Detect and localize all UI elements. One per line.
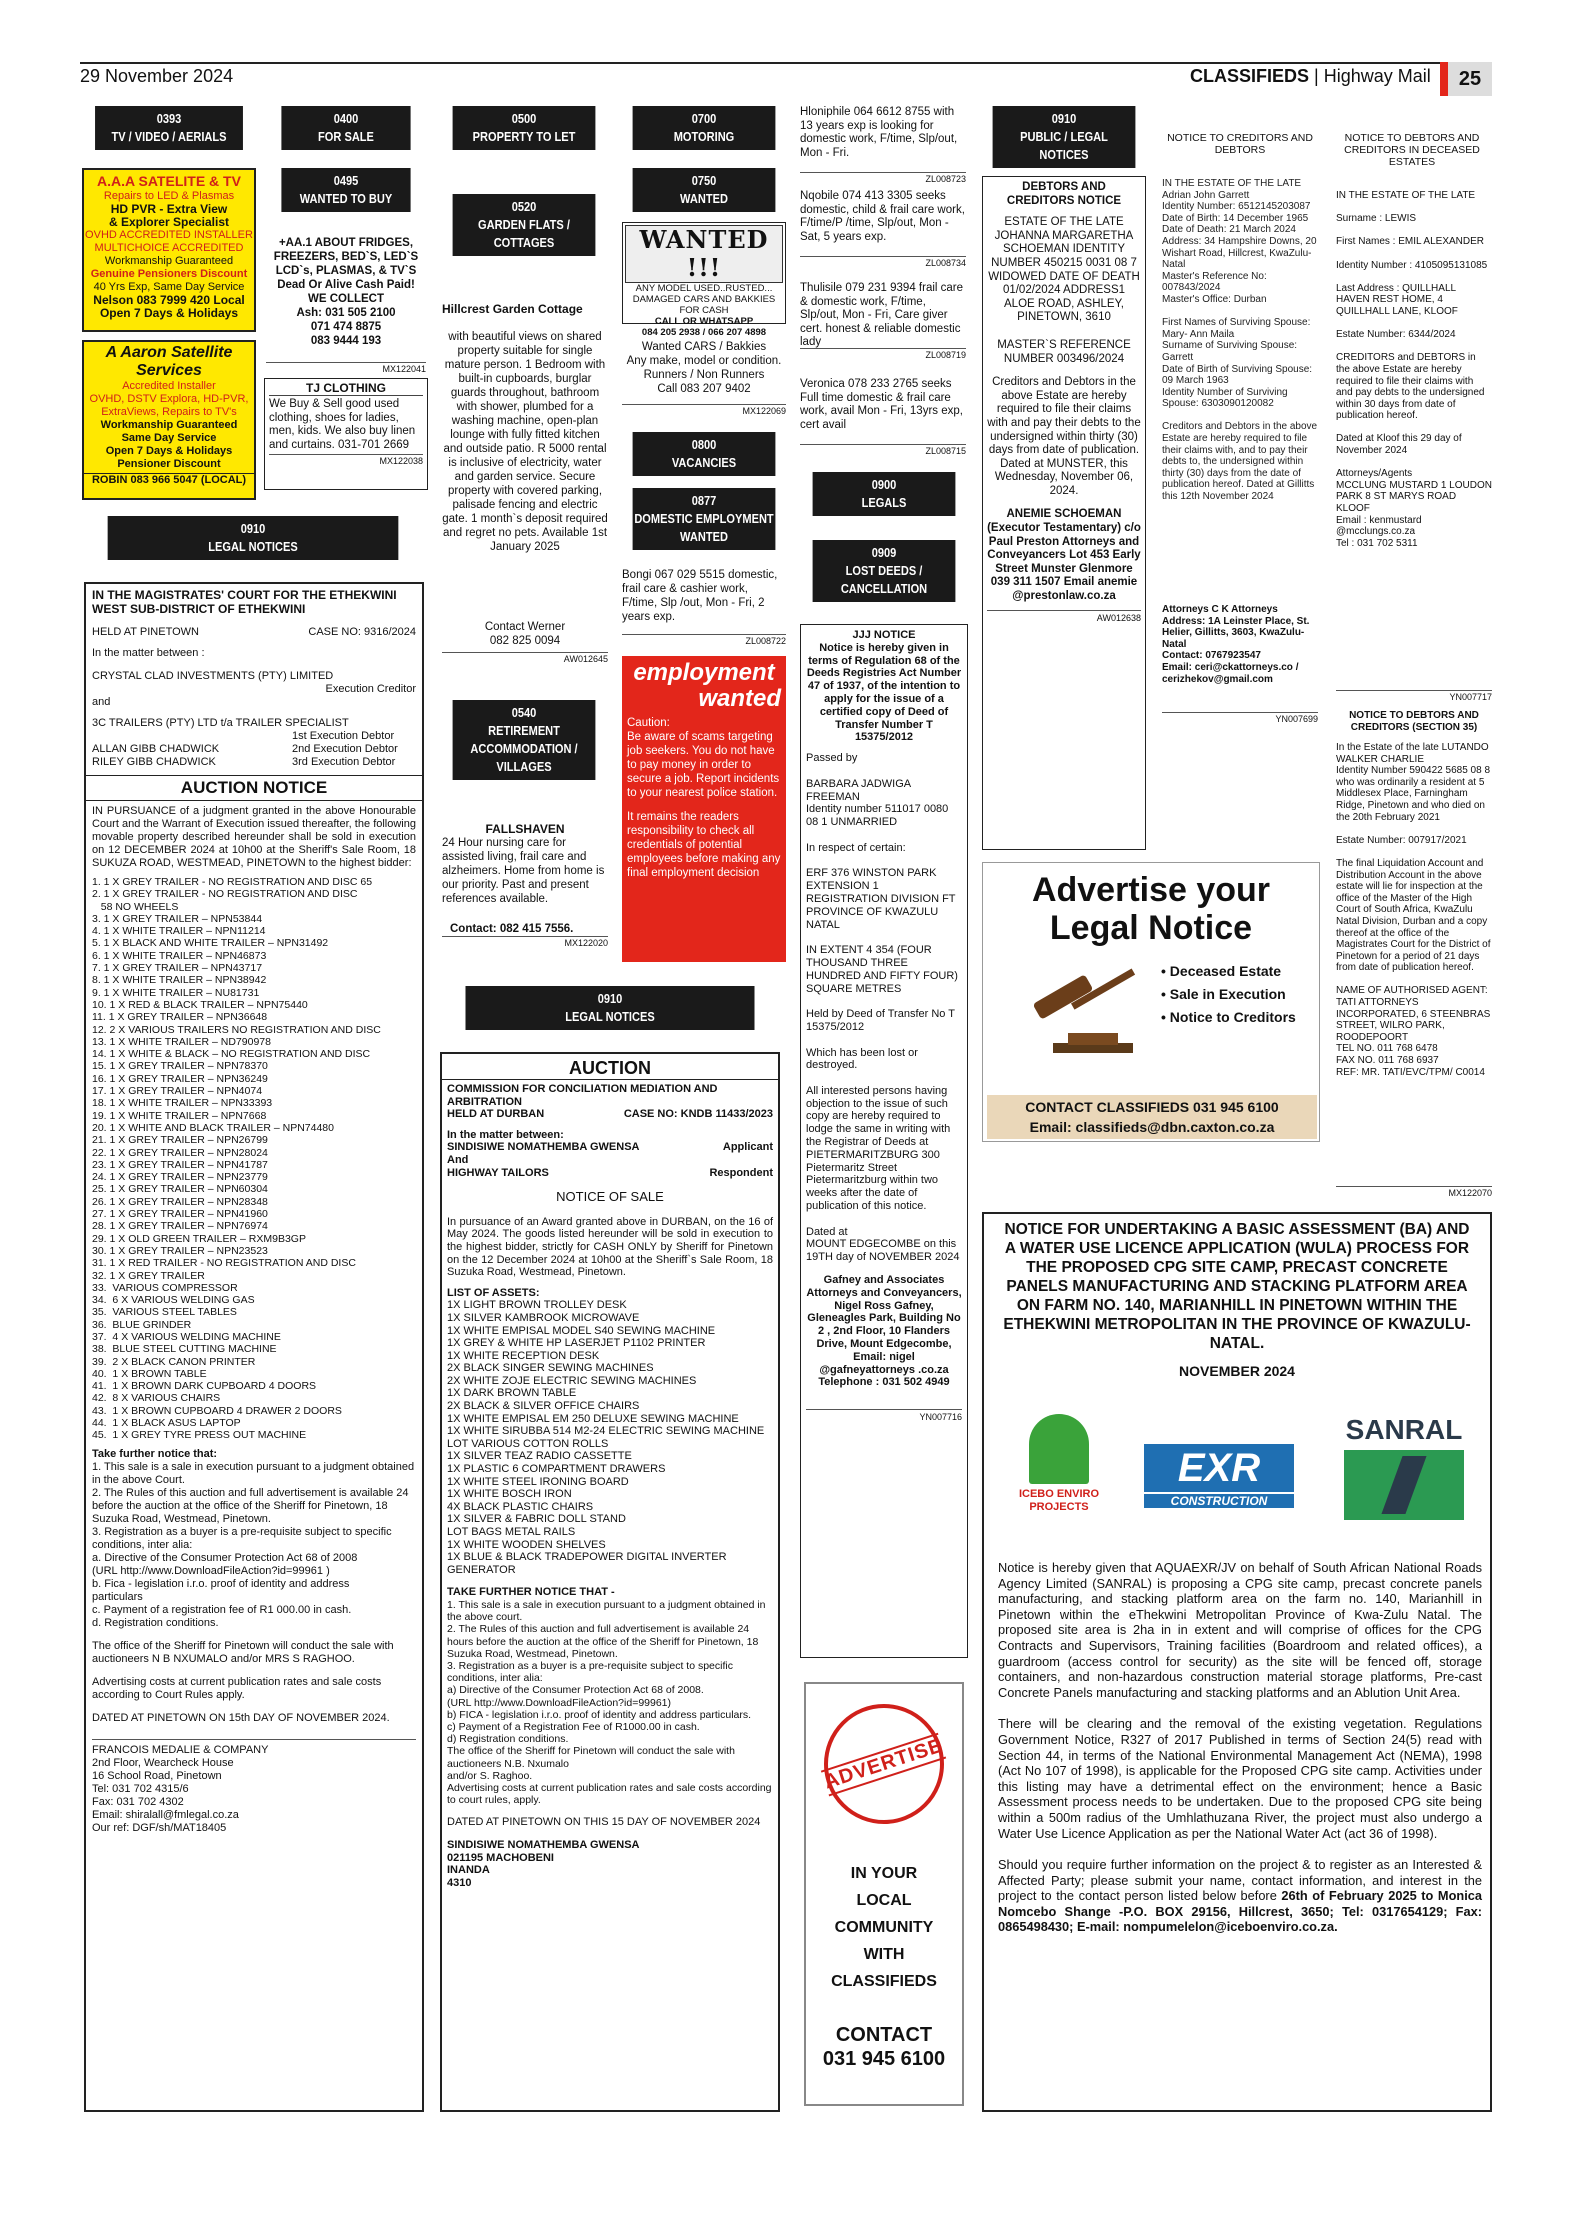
trailer-list-item: 34. 6 X VARIOUS WELDING GAS <box>92 1294 255 1307</box>
header-rule <box>80 62 1492 64</box>
asset-list <box>447 1299 773 1576</box>
section-header-0393: 0393 TV / VIDEO / AERIALS <box>95 106 243 150</box>
trailer-list-item: 5. 1 X BLACK AND WHITE TRAILER – NPN31492 <box>92 937 329 950</box>
trailer-list-item: 19. 1 X WHITE TRAILER – NPN7668 <box>92 1109 267 1122</box>
fallshaven-contact: Contact: 082 415 7556. <box>450 923 574 935</box>
trailer-list-item: 7. 1 X GREY TRAILER – NPN43717 <box>92 962 263 975</box>
tj-clothing-ad: TJ CLOTHING We Buy & Sell good used clothing, shoes for ladies, men, kids. We also buy linen and curtains. 031-701 2669 MX122038 <box>264 378 428 490</box>
advertise-with-classifieds-ad: ADVERTISE IN YOUR LOCAL COMMUNITY WITH CLASSIFIEDS CONTACT 031 945 6100 <box>804 1682 964 2106</box>
section-header-legal-notices-2: 0910 LEGAL NOTICES <box>466 986 755 1030</box>
ref-yn007717: YN007717 <box>1336 690 1492 702</box>
wanted-cars-text: Wanted CARS / Bakkies Any make, model or condition. Runners / Non Runners Call 083 207 9402 <box>626 341 782 395</box>
asset-list-item: 1X DARK BROWN TABLE <box>447 1387 577 1400</box>
issue-date: 29 November 2024 <box>80 66 234 86</box>
asset-list-item: 1X SILVER TEAZ RADIO CASSETTE <box>447 1450 632 1463</box>
jjj-lost-deed-notice: JJJ NOTICE Notice is hereby given in terms of Regulation 68 of the Deeds Registries Act Number 47 of 1937, of the intention to apply for the issue of a certified copy of Deed of Transfer Number T 15375/2012 Passed by BARBARA JADWIGA FREEMAN Identity number 511017 0080 08 1 UNMARRIED In respect of certain: ERF 376 WINSTON PARK EXTENSION 1 REGISTRATION DIVISION FT PROVINCE OF KWAZULU NATAL IN EXTENT 4 354 (FOUR THOUSAND THREE HUNDRED AND FIFTY FOUR) SQUARE METRES Held by Deed of Transfer No T 15375/2012 Which has been lost or destroyed. All interested persons having objection to the issue of such copy are hereby required to lodge the same in writing with the Registrar of Deeds at PIETERMARITZBURG 300 Pietermaritz Street Pietermaritzburg within two weeks after the date of publication of this notice. Dated at MOUNT EDGECOMBE on this 19TH day of NOVEMBER 2024 Gafney and Associates Attorneys and Conveyancers, Nigel Ross Gafney, Gleneagles Park, Building No 2 , 2nd Floor, 10 Flanders Drive, Mount Edgecombe, Email: nigel @gafneyattorneys .co.za Telephone : 031 502 4949 YN007716 <box>800 624 968 1658</box>
section-header-0540: 0540 RETIREMENT ACCOMMODATION / VILLAGES <box>453 700 596 780</box>
trailer-list-item: 39. 2 X BLACK CANON PRINTER <box>92 1355 256 1368</box>
trailer-list-item: 58 NO WHEELS <box>92 900 179 913</box>
trailer-list-item: 25. 1 X GREY TRAILER – NPN60304 <box>92 1183 268 1196</box>
debtors-creditors-notice: DEBTORS AND CREDITORS NOTICE ESTATE OF THE LATE JOHANNA MARGARETHA SCHOEMAN IDENTITY NUMBER 450215 0031 08 7 WIDOWED DATE OF DEATH 01/02/2024 ADDRESS1 ALOE ROAD, ASHLEY, PINETOWN, 3610 MASTER`S REFERENCE NUMBER 003496/2024 Creditors and Debtors in the above Estate are hereby required to file their claims with and pay their debts to the undersigned within thirty (30) days from date of publication. Dated at MUNSTER, this Wednesday, November 06, 2024. ANEMIE SCHOEMAN (Executor Testamentary) c/o Paul Preston Attorneys and Conveyancers Lot 453 Early Street Munster Glenmore 039 311 1507 Email anemie @prestonlaw.co.za AW012638 <box>982 176 1146 850</box>
ref-mx122070: MX122070 <box>1336 1186 1492 1198</box>
section-header-legal-notices: 0910 LEGAL NOTICES <box>108 516 399 560</box>
asset-list-item: 1X WHITE EMPISAL MODEL S40 SEWING MACHINE <box>447 1324 716 1337</box>
auction-notice-title: AUCTION NOTICE <box>86 775 422 801</box>
trailer-list-item: 17. 1 X GREY TRAILER – NPN4074 <box>92 1085 263 1098</box>
basic-assessment-notice: NOTICE FOR UNDERTAKING A BASIC ASSESSMENT (BA) AND A WATER USE LICENCE APPLICATION (WULA) PROCESS FOR THE PROPOSED CPG SITE CAMP, PRECAST CONCRETE PANELS MANUFACTURING AND STACKING PLATFORM AREA ON FARM NO. 140, MARIANHILL IN PINETOWN WITHIN THE ETHEKWINI METROPOLITAN IN THE PROVINCE OF KWAZULU-NATAL. NOVEMBER 2024 ICEBO ENVIRO PROJECTS EXR CONSTRUCTION SANRAL Notice is hereby given that AQUAEXR/JV on behalf of South African National Roads Agency Limited (SANRAL) is proposing a CPG site camp, precast concrete panels manufacturing, and stacking platform area on the farm no. 140, Marianhill in Pinetown within the eThekwini Metropolitan Province of Kwa-Zulu Natal. The proposed site area is 2ha in in extent and will comprise of offices for the CPG Contracts and Supervisors, Training facilities (Boardroom and related offices), a guardroom (access control for security) as the site will be fenced off, storage containers, and non-hazardous construction material storage platforms, Pre-cast Concrete Panels manufacturing and stacking platforms and an Ablution Unit Area. There will be clearing and the removal of the existing vegetation. Regulations Government Notice, R327 of 2017 Published in terms of Section 24(5) read with Section 44, in terms of the National Environmental Management Act (NEMA), 1998 (Act No 107 of 1998), is applicable for the Proposed CPG site camp. Activities under this listing may have a detrimental effect on the environment; hence a Basic Assessment process needs to be undertaken. Due to the proposed CPG site being within a 500m radius of the Umhlathuzana River, the project must also undergo a Water Use Licence Application as per the National Water Act (act 36 of 1998). Should you require further information on the project & to register as an Interested & Affected Party; please submit your name, contact information, and interest in the project to the contact person listed below before 26th of February 2025 to Monica Nomcebo Shange -P.O. BOX 29156, Hillcrest, 3650; Tel: 0317654129; Fax: 0865498430; E-mail: nompumelelon@iceboenviro.co.za. <box>982 1212 1492 2112</box>
partner-logos <box>1004 1414 1484 1534</box>
trailer-list-item: 42. 8 X VARIOUS CHAIRS <box>92 1392 221 1405</box>
advertise-legal-notice-ad: Advertise your Legal Notice • Deceased Estate • Sale in Execution • Notice to Creditors CONTACT CLASSIFIEDS 031 945 6100 Email: classifieds@dbn.caxton.co.za <box>982 862 1320 1142</box>
section-header-0800: 0800 VACANCIES <box>633 432 776 476</box>
road-icon <box>1344 1450 1464 1520</box>
trailer-list-item: 10. 1 X RED & BLACK TRAILER – NPN75440 <box>92 998 308 1011</box>
ad-reference: ZL008734 <box>800 256 966 268</box>
trailer-list-item: 1. 1 X GREY TRAILER - NO REGISTRATION AND DISC 65 <box>92 876 373 888</box>
legal-ad-bullets: • Deceased Estate • Sale in Execution • Notice to Creditors <box>1161 963 1296 1025</box>
fallshaven-title: FALLSHAVEN <box>485 822 565 836</box>
trailer-list-item: 9. 1 X WHITE TRAILER – NU81731 <box>92 986 260 999</box>
trailer-list-item: 3. 1 X GREY TRAILER – NPN53844 <box>92 912 263 925</box>
lewis-estate-notice: IN THE ESTATE OF THE LATE Surname : LEWIS First Names : EMIL ALEXANDER Identity Number : 4105095131085 Last Address : QUILLHALL HAVEN REST HOME, 4 QUILLHALL LANE, KLOOF Estate Number: 6344/2024 CREDITORS and DEBTORS in the above Estate are hereby required to file their claims with and pay debts to the undersigned within 30 days from date of publication hereof. Dated at Kloof this 29 day of November 2024 Attorneys/Agents MCCLUNG MUSTARD 1 LOUDON PARK 8 ST MARYS ROAD KLOOF Email : kenmustard @mcclungs.co.za Tel : 031 702 5311 <box>1336 190 1492 549</box>
asset-list-item: LOT VARIOUS COTTON ROLLS <box>447 1437 609 1450</box>
section-header-public-legal: 0910 PUBLIC / LEGAL NOTICES <box>993 106 1136 168</box>
trailer-list-item: 31. 1 X RED TRAILER - NO REGISTRATION AND DISC <box>92 1257 356 1270</box>
trailer-list-item: 18. 1 X WHITE TRAILER – NPN33393 <box>92 1097 273 1110</box>
trailer-list-item: 11. 1 X GREY TRAILER – NPN36648 <box>92 1011 268 1024</box>
section-header-0400: 0400 FOR SALE <box>281 106 410 150</box>
ref-mx122020: MX122020 <box>442 936 608 948</box>
asset-list-item: 4X BLACK PLASTIC CHAIRS <box>447 1500 594 1513</box>
notice-creditors-debtors-title: NOTICE TO CREDITORS AND DEBTORS <box>1167 132 1313 156</box>
trailer-list-item: 33. VARIOUS COMPRESSOR <box>92 1281 238 1294</box>
trailer-list-item: 16. 1 X GREY TRAILER – NPN36249 <box>92 1072 268 1085</box>
asset-list-item: 1X WHITE STEEL IRONING BOARD <box>447 1475 629 1488</box>
section-header-0520: 0520 GARDEN FLATS / COTTAGES <box>453 194 596 256</box>
fallshaven-body: 24 Hour nursing care for assisted living, frail care and alzheimers. Home from home is our priority. Past and present references available. <box>442 837 605 905</box>
trailer-list-item: 43. 1 X BROWN CUPBOARD 4 DRAWER 2 DOORS <box>92 1404 342 1417</box>
trailer-list-item: 8. 1 X WHITE TRAILER – NPN38942 <box>92 974 267 987</box>
trailer-list-item: 36. BLUE GRINDER <box>92 1318 192 1331</box>
ref-yn007699: YN007699 <box>1162 712 1318 724</box>
bongi-ad: Bongi 067 029 5515 domestic, frail care & cashier work, F/time, Slp /out, Mon - Fri, 2 years exp. <box>622 569 778 623</box>
trailer-list <box>92 876 416 1442</box>
domestic-work-ad: Hloniphile 064 6612 8755 with 13 years exp is looking for domestic work, F/time, Slp/out, Mon - Fri. <box>800 106 958 159</box>
exr-logo: EXR CONSTRUCTION <box>1144 1444 1294 1508</box>
trailer-list-item: 14. 1 X WHITE & BLACK – NO REGISTRATION AND DISC <box>92 1048 371 1061</box>
trailer-list-item: 41. 1 X BROWN DARK CUPBOARD 4 DOORS <box>92 1380 317 1393</box>
section-header-0495: 0495 WANTED TO BUY <box>281 168 410 212</box>
trailer-list-item: 12. 2 X VARIOUS TRAILERS NO REGISTRATION AND DISC <box>92 1023 381 1036</box>
trailer-list-item: 15. 1 X GREY TRAILER – NPN78370 <box>92 1060 268 1073</box>
section-header-0750: 0750 WANTED <box>633 168 776 212</box>
ref-mx122041: MX122041 <box>266 362 426 374</box>
asset-list-item: 1X WHITE EMPISAL EM 250 DELUXE SEWING MACHINE <box>447 1412 739 1425</box>
aaa-satelite-ad: A.A.A SATELITE & TV Repairs to LED & Plasmas HD PVR - Extra View & Explorer Specialist OVHD ACCREDITED INSTALLER MULTICHOICE ACCREDITED Workmanship Guaranteed Genuine Pensioners Discount 40 Yrs Exp, Same Day Service Nelson 083 7999 420 Local Open 7 Days & Holidays <box>82 168 256 332</box>
asset-list-item: 1X GREY & WHITE HP LASERJET P1102 PRINTER <box>447 1337 706 1350</box>
aaron-satellite-ad: A Aaron Satellite Services Accredited Installer OVHD, DSTV Explora, HD-PVR, ExtraViews, Repairs to TV's Workmanship Guaranteed Same Day Service Open 7 Days & Holidays Pensioner Discount ROBIN 083 966 5047 (LOCAL) <box>82 340 256 500</box>
trailer-list-item: 32. 1 X GREY TRAILER <box>92 1269 205 1282</box>
asset-list-item: 1X PLASTIC 6 COMPARTMENT DRAWERS <box>447 1463 666 1476</box>
asset-list-item: 1X SILVER KAMBROOK MICROWAVE <box>447 1311 640 1324</box>
accent-bar <box>1440 62 1448 96</box>
trailer-list-item: 29. 1 X OLD GREEN TRAILER – RXM9B3GP <box>92 1232 306 1245</box>
section-header-0877: 0877 DOMESTIC EMPLOYMENT WANTED <box>633 488 776 550</box>
deceased-estates-title: NOTICE TO DEBTORS AND CREDITORS IN DECEASED ESTATES <box>1344 132 1480 168</box>
asset-list-item: 1X WHITE SIRUBBA 514 M2-24 ELECTRIC SEWING MACHINE <box>447 1425 765 1438</box>
trailer-list-item: 2. 1 X GREY TRAILER - NO REGISTRATION AND DISC <box>92 888 358 901</box>
ck-attorneys: Attorneys C K Attorneys Address: 1A Leinster Place, St. Helier, Gillitts, 3603, KwaZulu-Natal Contact: 0767923547 Email: ceri@ckattorneys.co / cerizhekov@gmail.com <box>1162 604 1310 685</box>
trailer-list-item: 23. 1 X GREY TRAILER – NPN41787 <box>92 1158 268 1171</box>
trailer-list-item: 20. 1 X WHITE AND BLACK TRAILER – NPN74480 <box>92 1121 334 1134</box>
asset-list-item: 1X SILVER & FABRIC DOLL STAND <box>447 1513 626 1526</box>
sanral-logo: SANRAL <box>1334 1414 1474 1520</box>
domestic-work-ad: Nqobile 074 413 3305 seeks domestic, child & frail care work, F/time/P /time, Slp/out, Mon - Sat, 5 years exp. <box>800 190 965 243</box>
garrett-estate-notice: IN THE ESTATE OF THE LATE Adrian John Garrett Identity Number: 6512145203087 Date of Birth: 14 December 1965 Date of Death: 21 March 2024 Address: 34 Hampshire Downs, 20 Wishart Road, Hillcrest, KwaZulu- Natal Master's Reference No: 007843/2024 Master's Office: Durban First Names of Surviving Spouse: Mary- Ann Maila Surname of Surviving Spouse: Garrett Date of Birth of Surviving Spouse: 09 March 1963 Identity Number of Surviving Spouse: 6303090120082 Creditors and Debtors in the above Estate are hereby required to file their claims with, and to pay their debts to, the undersigned within thirty (30) days from the date of publication hereof. Dated at Gillitts this 12th November 2024 <box>1162 178 1318 503</box>
ref-aw012645: AW012645 <box>442 652 608 664</box>
gavel-icon <box>1013 963 1153 1063</box>
trailer-list-item: 21. 1 X GREY TRAILER – NPN26799 <box>92 1134 268 1147</box>
hillcrest-contact: Contact Werner 082 825 0094 <box>484 621 566 647</box>
ad-reference: ZL008715 <box>800 444 966 456</box>
icebo-logo: ICEBO ENVIRO PROJECTS <box>1004 1414 1114 1514</box>
trailer-list-item: 6. 1 X WHITE TRAILER – NPN46873 <box>92 949 267 962</box>
trailer-list-item: 27. 1 X GREY TRAILER – NPN41960 <box>92 1208 268 1221</box>
charlie-estate-notice: In the Estate of the late LUTANDO WALKER CHARLIE Identity Number 590422 5685 08 8 who was ordinarily a resident at 5 Middlesex Place, Farningham Ridge, Pinetown and who died on the 20th February 2021 Estate Number: 007917/2021 The final Liquidation Account and Distribution Account in the above estate will lie for inspection at the office of the Master of the High Court of South Africa, KwaZulu Natal Division, Durban and a copy thereof at the office of the Magistrates Court for the District of Pinetown for a period of 21 days from date of publication hereof. NAME OF AUTHORISED AGENT: TATI ATTORNEYS INCORPORATED, 6 STEENBRAS STREET, WILRO PARK, ROODEPOORT TEL NO. 011 768 6478 FAX NO. 011 768 6937 REF: MR. TATI/EVC/TPM/ C0014 <box>1336 742 1491 1078</box>
ad-reference: ZL008723 <box>800 172 966 184</box>
domestic-work-ad: Veronica 078 233 2765 seeks Full time domestic & frail care work, avail Mon - Fri, 13yrs exp, cert avail <box>800 378 963 431</box>
page-number: 25 <box>1448 62 1492 96</box>
section35-title: NOTICE TO DEBTORS AND CREDITORS (SECTION 35) <box>1349 710 1479 733</box>
asset-list-item: LOT BAGS METAL RAILS <box>447 1526 576 1538</box>
advertise-stamp-icon: ADVERTISE <box>824 1704 944 1824</box>
section-header-0700: 0700 MOTORING <box>633 106 776 150</box>
asset-list-item: 1X LIGHT BROWN TROLLEY DESK <box>447 1299 627 1312</box>
trailer-list-item: 13. 1 X WHITE TRAILER – ND790978 <box>92 1035 271 1048</box>
asset-list-item: 1X WHITE BOSCH IRON <box>447 1488 572 1501</box>
fridges-ad: +AA.1 ABOUT FRIDGES, FREEZERS, BED`S, LED`S LCD`s, PLASMAS, & TV`S Dead Or Alive Cash Paid! WE COLLECT Ash: 031 505 2100 071 474 8875 083 9444 193 <box>273 237 419 347</box>
trailer-list-item: 45. 1 X GREY TYRE PRESS OUT MACHINE <box>92 1429 307 1442</box>
trailer-list-item: 30. 1 X GREY TRAILER – NPN23523 <box>92 1244 268 1257</box>
trailer-list-item: 22. 1 X GREY TRAILER – NPN28024 <box>92 1146 268 1159</box>
trailer-list-item: 37. 4 X VARIOUS WELDING MACHINE <box>92 1330 281 1343</box>
masthead: CLASSIFIEDS | Highway Mail <box>1190 66 1431 86</box>
hillcrest-body: with beautiful views on shared property suitable for single mature person. 1 Bedroom with built-in cupboards, burglar guards throughout, bathroom with shower, plumbed for a washing machine, open-plan lounge with fully fitted kitchen and outside patio. R 5000 rental is inclusive of electricity, water and garden service. Secure property with covered parking, palisade fencing and electric gate. 1 month`s deposit required and regret no pets. Available 1st January 2025 <box>442 331 608 553</box>
ref-mx122069: MX122069 <box>622 404 786 416</box>
trailer-list-item: 24. 1 X GREY TRAILER – NPN23779 <box>92 1171 268 1184</box>
ccma-auction-notice: AUCTION COMMISSION FOR CONCILIATION MEDIATION AND ARBITRATION HELD AT DURBAN CASE NO: KNDB 11433/2023 In the matter between: SINDISIWE NOMATHEMBA GWENSA Applicant And HIGHWAY TAILORS Respondent NOTICE OF SALE In pursuance of an Award granted above in DURBAN, on the 16 of May 2024. The goods listed hereunder will be sold in execution to the highest bidder, strictly for CASH ONLY by Sheriff for Pinetown on the 12 December 2024 at 10h00 at the Sheriff`s Sale Room, 18 Suzuka Road, Westmead, Pinetown. LIST OF ASSETS: 1X LIGHT BROWN TROLLEY DESK 1X SILVER KAMBROOK MICROWAVE 1X WHITE EMPISAL MODEL S40 SEWING MACHINE 1X GREY & WHITE HP LASERJET P1102 PRINTER 1X WHITE RECEPTION DESK 2X BLACK SINGER SEWING MACHINES 2X WHITE ZOJE ELECTRIC SEWING MACHINES 1X DARK BROWN TABLE 2X BLACK & SILVER OFFICE CHAIRS 1X WHITE EMPISAL EM 250 DELUXE SEWING MACHINE 1X WHITE SIRUBBA 514 M2-24 ELECTRIC SEWING MACHINE LOT VARIOUS COTTON ROLLS 1X SILVER TEAZ RADIO CASSETTE 1X PLASTIC 6 COMPARTMENT DRAWERS 1X WHITE STEEL IRONING BOARD 1X WHITE BOSCH IRON 4X BLACK PLASTIC CHAIRS 1X SILVER & FABRIC DOLL STAND LOT BAGS METAL RAILS 1X WHITE WOODEN SHELVES 1X BLUE & BLACK TRADEPOWER DIGITAL INVERTER GENERATOR TAKE FURTHER NOTICE THAT - 1. This sale is a sale in execution pursuant to a judgment obtained in the above court. 2. The Rules of this auction and full advertisement is available 24 hours before the auction at the office of the Sheriff for Pinetown, 18 Suzuka Road, Westmead, Pinetown. 3. Registration as a buyer is a pre-requisite subject to specific conditions, inter alia: a) Directive of the Consumer Protection Act 68 of 2008. (URL http://www.DownloadFileAction?id=99961) b) FICA - legislation i.r.o. proof of identity and address particulars. c) Payment of a Registration Fee of R1000.00 in cash. d) Registration conditions. The office of the Sheriff for Pinetown will conduct the sale with auctioneers N.B. Nxumalo and/or S. Raghoo. Advertising costs at current publication rates and sale costs according to court rules, apply. DATED AT PINETOWN ON THIS 15 DAY OF NOVEMBER 2024 SINDISIWE NOMATHEMBA GWENSA 021195 MACHOBENI INANDA 4310 <box>440 1052 780 2112</box>
trailer-list-item: 40. 1 X BROWN TABLE <box>92 1367 207 1380</box>
domestic-work-ad: Thulisile 079 231 9394 frail care & domestic work, F/time, Slp/out, Mon - Fri, Care giver cert. honest & reliable domestic lady <box>800 282 964 349</box>
magistrates-court-notice: IN THE MAGISTRATES' COURT FOR THE ETHEKWINI WEST SUB-DISTRICT OF ETHEKWINI HELD AT PINETOWN CASE NO: 9316/2024 In the matter between : CRYSTAL CLAD INVESTMENTS (PTY) LIMITED Execution Creditor and 3C TRAILERS (PTY) LTD t/a TRAILER SPECIALIST 1st Execution Debtor ALLAN GIBB CHADWICK 2nd Execution Debtor RILEY GIBB CHADWICK 3rd Execution Debtor AUCTION NOTICE IN PURSUANCE of a judgment granted in the above Honourable Court and the Warrant of Execution issued thereafter, the following movable property described hereunder shall be sold in execution on 12 DECEMBER 2024 at 10h00 at the Sheriff's Sale Room, 18 SUKUZA ROAD, WESTMEAD, PINETOWN to the highest bidder: 1. 1 X GREY TRAILER - NO REGISTRATION AND DISC 65 2. 1 X GREY TRAILER - NO REGISTRATION AND DISC 58 NO WHEELS 3. 1 X GREY TRAILER – NPN53844 4. 1 X WHITE TRAILER – NPN11214 5. 1 X BLACK AND WHITE TRAILER – NPN31492 6. 1 X WHITE TRAILER – NPN46873 7. 1 X GREY TRAILER – NPN43717 8. 1 X WHITE TRAILER – NPN38942 9. 1 X WHITE TRAILER – NU81731 10. 1 X RED & BLACK TRAILER – NPN75440 11. 1 X GREY TRAILER – NPN36648 12. 2 X VARIOUS TRAILERS NO REGISTRATION AND DISC 13. 1 X WHITE TRAILER – ND790978 14. 1 X WHITE & BLACK – NO REGISTRATION AND DISC 15. 1 X GREY TRAILER – NPN78370 16. 1 X GREY TRAILER – NPN36249 17. 1 X GREY TRAILER – NPN4074 18. 1 X WHITE TRAILER – NPN33393 19. 1 X WHITE TRAILER – NPN7668 20. 1 X WHITE AND BLACK TRAILER – NPN74480 21. 1 X GREY TRAILER – NPN26799 22. 1 X GREY TRAILER – NPN28024 23. 1 X GREY TRAILER – NPN41787 24. 1 X GREY TRAILER – NPN23779 25. 1 X GREY TRAILER – NPN60304 26. 1 X GREY TRAILER – NPN28348 27. 1 X GREY TRAILER – NPN41960 28. 1 X GREY TRAILER – NPN76974 29. 1 X OLD GREEN TRAILER – RXM9B3GP 30. 1 X GREY TRAILER – NPN23523 31. 1 X RED TRAILER - NO REGISTRATION AND DISC 32. 1 X GREY TRAILER 33. VARIOUS COMPRESSOR 34. 6 X VARIOUS WELDING GAS 35. VARIOUS STEEL TABLES 36. BLUE GRINDER 37. 4 X VARIOUS WELDING MACHINE 38. BLUE STEEL CUTTING MACHINE 39. 2 X BLACK CANON PRINTER 40. 1 X BROWN TABLE 41. 1 X BROWN DARK CUPBOARD 4 DOORS 42. 8 X VARIOUS CHAIRS 43. 1 X BROWN CUPBOARD 4 DRAWER 2 DOORS 44. 1 X BLACK ASUS LAPTOP 45. 1 X GREY TYRE PRESS OUT MACHINE Take further notice that: 1. This sale is a sale in execution pursuant to a judgment obtained in the above Court. 2. The Rules of this auction and full advertisement is available 24 before the auction at the office of the Sheriff for Pinetown, 18 Suzuka Road, Westmead, Pinetown. 3. Registration as a buyer is a pre-requisite subject to specific conditions, inter alia: a. Directive of the Consumer Protection Act 68 of 2008 (URL http://www.DownloadFileAction?id=99961 ) b. Fica - legislation i.r.o. proof of identity and address particulars c. Payment of a registration fee of R1 000.00 in cash. d. Registration conditions. The office of the Sheriff for Pinetown will conduct the sale with auctioneers N B NXUMALO and/or MRS S RAGHOO. Advertising costs at current publication rates and sale costs according to Court Rules apply. DATED AT PINETOWN ON 15th DAY OF NOVEMBER 2024. FRANCOIS MEDALIE & COMPANY 2nd Floor, Wearcheck House 16 School Road, Pinetown Tel: 031 702 4315/6 Fax: 031 702 4302 Email: shiralall@fmlegal.co.za Our ref: DGF/sh/MAT18405 <box>84 582 424 2112</box>
wanted-cars-ad: WANTED !!! ANY MODEL USED..RUSTED... DAMAGED CARS AND BAKKIES FOR CASH CALL OR WHATSAPP 084 205 2938 / 066 207 4898 <box>622 222 786 324</box>
section-header-0900: 0900 LEGALS <box>813 472 956 516</box>
trailer-list-item: 35. VARIOUS STEEL TABLES <box>92 1306 237 1319</box>
asset-list-item: 1X WHITE WOODEN SHELVES <box>447 1538 606 1551</box>
ad-reference: ZL008719 <box>800 348 966 360</box>
asset-list-item: 2X BLACK & SILVER OFFICE CHAIRS <box>447 1400 640 1413</box>
asset-list-item: 1X WHITE RECEPTION DESK <box>447 1349 600 1362</box>
section-header-0909: 0909 LOST DEEDS / CANCELLATION <box>813 540 956 602</box>
employment-caution-box: employment wanted Caution: Be aware of scams targeting job seekers. You do not have to pay money in order to secure a job. Report incidents to your nearest police station. It remains the readers responsibility to check all credentials of potential employees before making any final employment decision <box>622 656 786 962</box>
asset-list-item: 2X WHITE ZOJE ELECTRIC SEWING MACHINES <box>447 1374 697 1387</box>
trailer-list-item: 38. BLUE STEEL CUTTING MACHINE <box>92 1343 277 1356</box>
trailer-list-item: 28. 1 X GREY TRAILER – NPN76974 <box>92 1220 268 1233</box>
trailer-list-item: 4. 1 X WHITE TRAILER – NPN11214 <box>92 925 266 938</box>
ref-zl008722: ZL008722 <box>622 634 786 646</box>
trailer-list-item: 26. 1 X GREY TRAILER – NPN28348 <box>92 1195 268 1208</box>
section-header-0500: 0500 PROPERTY TO LET <box>453 106 596 150</box>
asset-list-item: 2X BLACK SINGER SEWING MACHINES <box>447 1362 654 1375</box>
hillcrest-title: Hillcrest Garden Cottage <box>442 302 583 316</box>
tree-icon <box>1029 1414 1089 1484</box>
trailer-list-item: 44. 1 X BLACK ASUS LAPTOP <box>92 1417 241 1430</box>
asset-list-item: 1X BLUE & BLACK TRADEPOWER DIGITAL INVERTER GENERATOR <box>447 1551 727 1576</box>
